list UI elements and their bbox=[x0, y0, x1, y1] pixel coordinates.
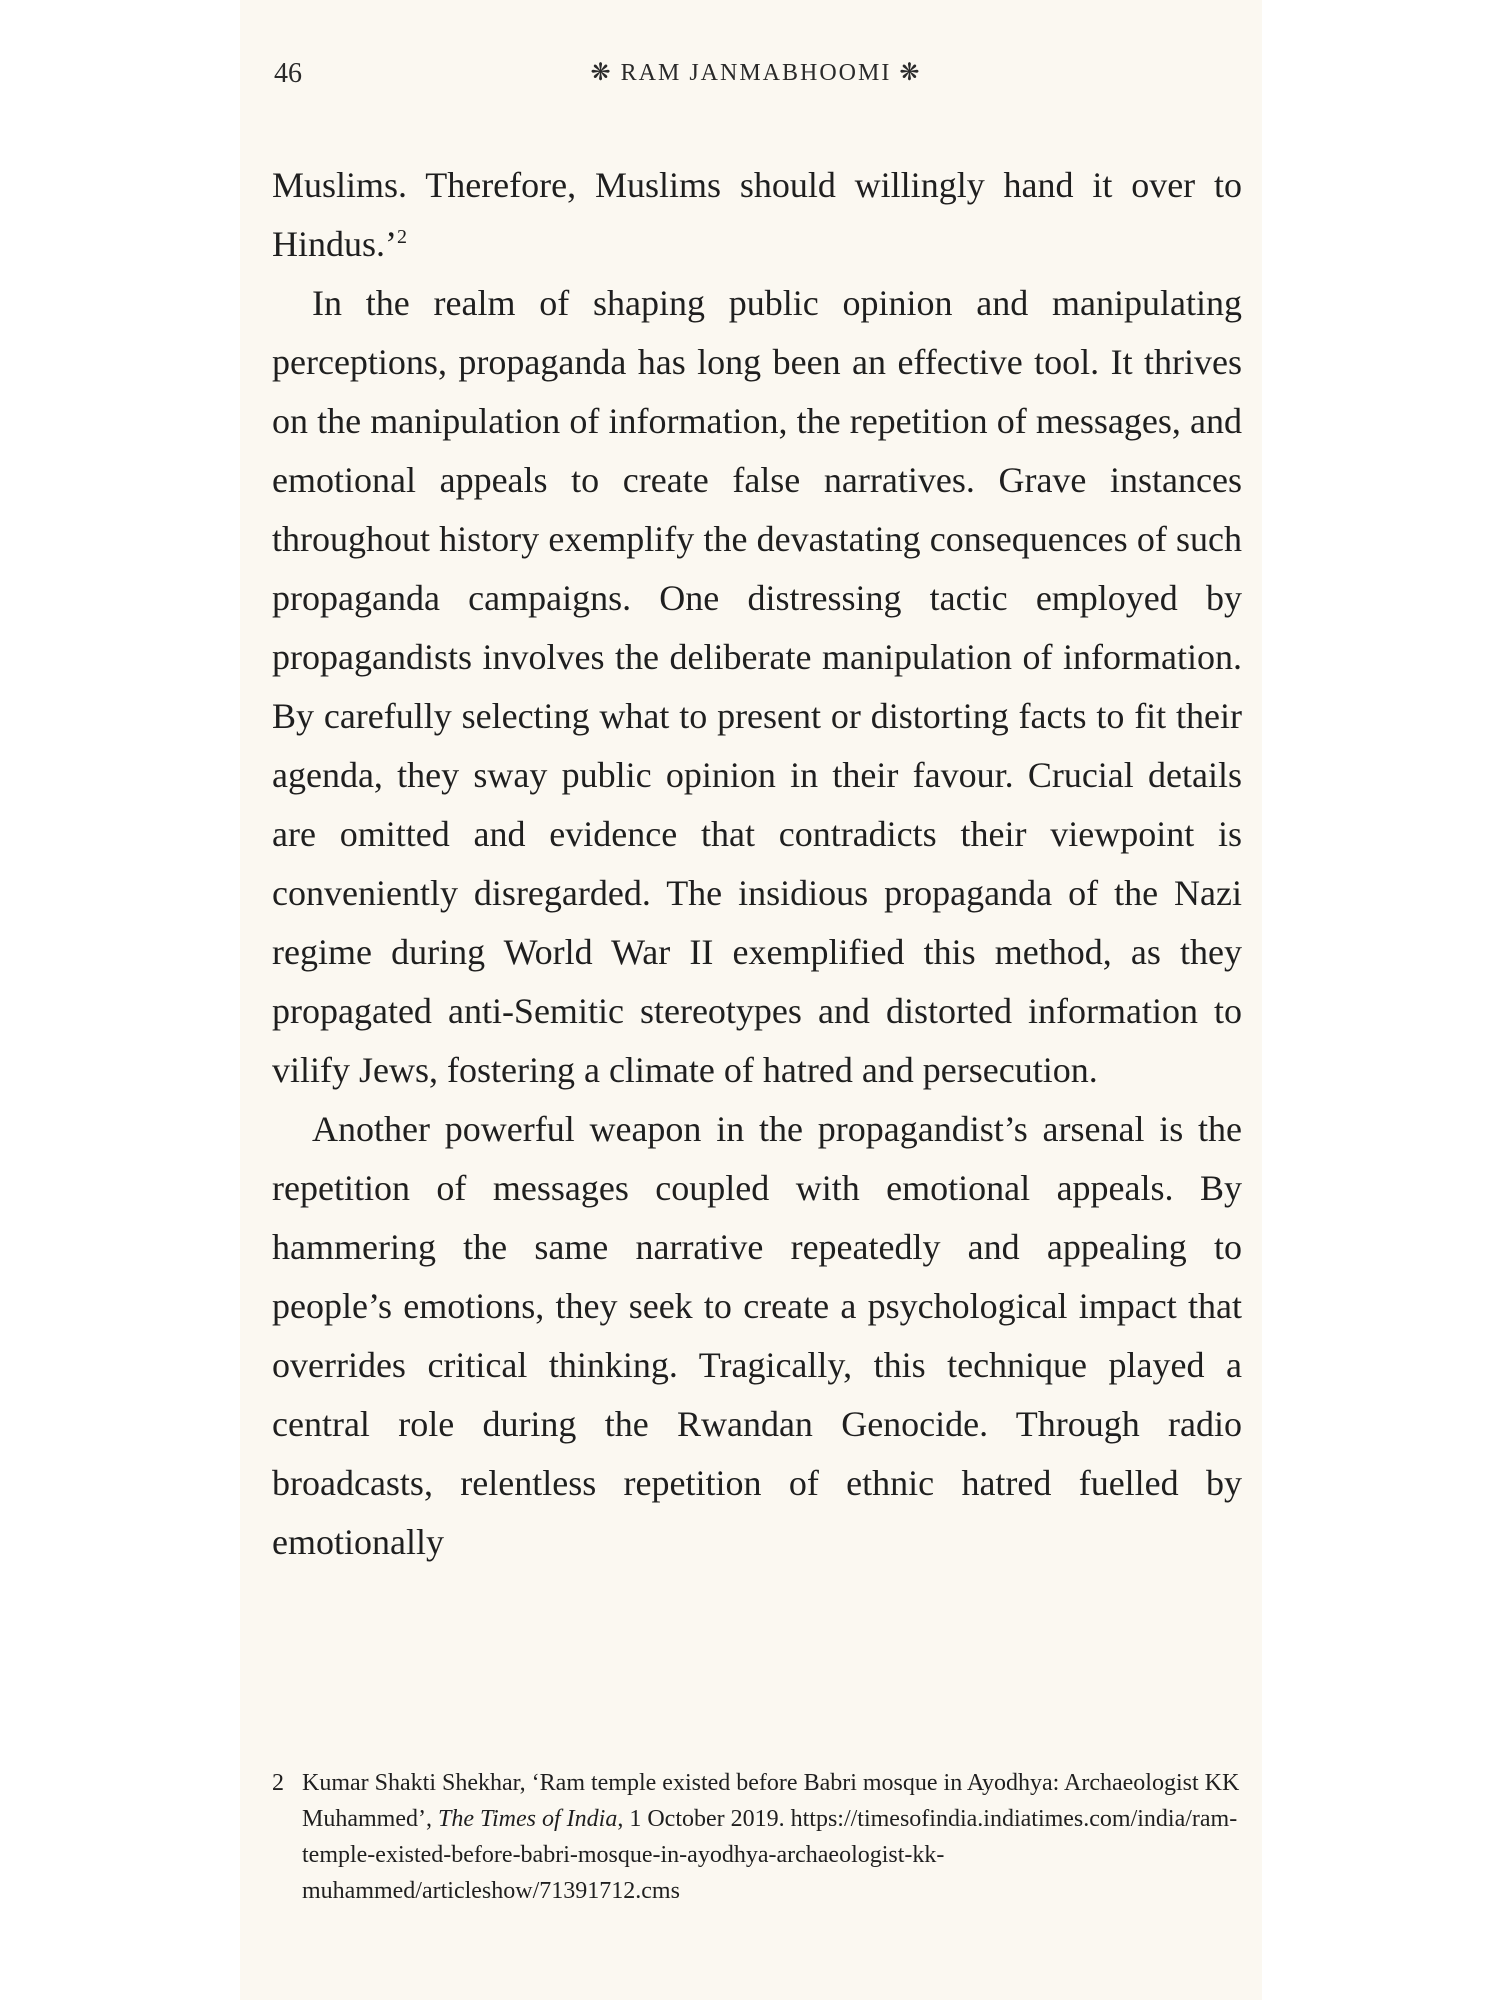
paragraph-1 bbox=[272, 156, 1242, 274]
footnote-reference: 2 bbox=[397, 226, 407, 248]
book-page bbox=[240, 0, 1262, 2000]
page-header bbox=[274, 58, 1238, 98]
paragraph-1-text: Muslims. Therefore, Muslims should willingly hand it over to Hindus.’ bbox=[272, 165, 1242, 264]
running-title: ❋ RAM JANMABHOOMI ❋ bbox=[590, 60, 922, 86]
footnote-url: , 1 October 2019. https://timesofindia.indiatimes.com/india/ram-temple-existed-before-babri-mosque-in-ayodhya-archaeologist-kk-muhammed/articleshow/71391712.cms bbox=[302, 1806, 1238, 1904]
paragraph-3: Another powerful weapon in the propagandist’s arsenal is the repetition of messages coupled with emotional appeals. By hammering the same narrative repeatedly and appealing to people’s emotions, they seek to create a psychological impact that overrides critical thinking. Tragically, this technique played a central role during the Rwandan Genocide. Through radio broadcasts, relentless repetition of ethnic hatred fuelled by emotionally bbox=[272, 1109, 1242, 1562]
footnote-citation: Kumar Shakti Shekhar, ‘Ram temple existed before Babri mosque in Ayodhya: Archaeologist KK Muhammed’, bbox=[302, 1770, 1240, 1832]
footnote-source-title: The Times of India bbox=[437, 1806, 618, 1832]
footnote-number: 2 bbox=[272, 1770, 284, 1796]
page-number: 46 bbox=[274, 58, 302, 89]
body-text bbox=[272, 156, 1242, 1572]
footnote-text bbox=[272, 1765, 1242, 1909]
footnote bbox=[272, 1765, 1242, 1909]
paragraph-2: In the realm of shaping public opinion and manipulating perceptions, propaganda has long been an effective tool. It thrives on the manipulation of information, the repetition of messages, and emotional appeals to create false narratives. Grave instances throughout history exemplify the devastating consequences of such propaganda campaigns. One distressing tactic employed by propagandists involves the deliberate manipulation of information. By carefully selecting what to present or distorting facts to fit their agenda, they sway public opinion in their favour. Crucial details are omitted and evidence that contradicts their viewpoint is conveniently disregarded. The insidious propaganda of the Nazi regime during World War II exemplified this method, as they propagated anti-Semitic stereotypes and distorted information to vilify Jews, fostering a climate of hatred and persecution. bbox=[272, 283, 1242, 1090]
